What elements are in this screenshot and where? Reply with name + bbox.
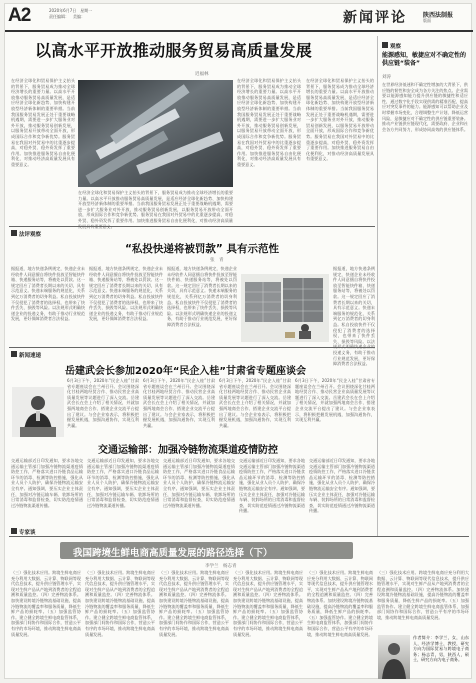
section3-label-marker [11, 351, 17, 357]
lead-body-col2: 在经济全球化和贸易保护主义抬头的背景下，服务贸易成为推动全球经济增长的重要力量。以高水平开放推动服务贸易高质量发展，是适应经济全球化新趋势、加快构建开放型经济新体制的重要举措。当前我国服务贸易发展正处于重要战略机遇期，需要进一步扩大服务业对外开放，推动服务贸易创新发展，以服务贸易开放带动全面开放，形成国际合作和竞争新优势。服务贸易在我国对外贸易中的比重逐步提高，对稳外贸、稳外资发挥了重要作用。加快推进服务贸易自由化便利化，对推动经济高质量 [78, 190, 233, 223]
section2-body-col4: 据报道，地方快递条例规定，快递企业未经收件人同意擅自将快件投放至智能快件箱、快递服务站等，将被处以罚款。这一规定回应了消费者长期以来的关切，具有示范意义。快递末端服务的规范化，关系到亿万消费者的切身利益。私自投放快件不仅侵犯了消费者的选择权，也带来了快件丢失、损毁等风险。以法 投递义务，有助于推动行业规范发展，更好保障消费者合法权益。 [333, 266, 375, 367]
right-column-label: 观察 [390, 44, 402, 50]
section4-body-col5: 交通运输部近日印发通知，要求各地交通运输主管部门加强冷链物流渠道疫情防控工作，严格落实进口冷链食品运输环节的消毒、检测等防控措施，强化从业人员个人防护，确保冷链物流运输安全有序。通知强调，要压实企业主体责任，加强对冷链运输车辆、装卸场所的日常消毒和监督检查，切实防范疫情通过冷链物流渠道传播。 [309, 458, 375, 514]
issue-date: 2020年6月7日 星期一 [49, 8, 93, 13]
section2-body-col1: 据报道，地方快递条例规定，快递企业未经收件人同意擅自将快件投放至智能快件箱、快递服务站等，将被处以罚款。这一规定回应了消费者长期以来的关切，具有示范意义。快递末端服务的规范化，关系到亿万消费者的切身利益。私自投放快件不仅侵犯了消费者的选择权，也带来了快件丢失、损毁等风险。以法规形式明确快递企业的投递义务，有助于推动行业规范发展，更好保障消费者合法权益。 [11, 266, 85, 322]
newspaper-page [4, 3, 472, 679]
section5-label-marker [11, 528, 17, 534]
paper-brand: 陕西法制报 [423, 12, 454, 19]
section-title: 新闻评论 [343, 10, 407, 26]
section5-headline: 我国跨境生鲜电商高质量发展的路径选择（下） [73, 548, 273, 559]
section5-rule [9, 536, 469, 537]
section5-body-col1: （三）强化技术应用。跨境生鲜电商应充分利用大数据、云计算、物联网等现代信息技术，提升供应链管理水平，实现对生鲜产品从产地到消费者的全程追溯和质量监控。（四）完善物流体系。加快建设跨境冷链物流基础设施，提高冷链物流的覆盖率和服务质量，降低生鲜产品的损耗率。（五）加强监管协作。建立健全跨境生鲜电商监管体系，加强部门间协作和国际合作，营造公平有序的市场环境，推动跨境生鲜电商高质量发展。 [11, 570, 81, 637]
section2-byline: 张 青 [210, 258, 224, 263]
right-label-marker [382, 42, 388, 48]
author-portrait-icon [378, 635, 410, 679]
section3-body-col3: 6月3日下午，2020年“民企入桂”甘肃省专题座谈会在兰州召开。会议围绕深化甘桂两地经贸合作、推动民营企业高质量发展等议题进行了深入交流。岳建武会长在会上介绍了相关情况，并就加强两地商会合作、搭建企业交流平台提出了建议。与会企业家表示，将积极把握发展机遇，加强沟通协作，实现互利共赢。 [219, 378, 291, 428]
section2-label: 法评观察 [19, 232, 42, 238]
section4-body-col3: 交通运输部近日印发通知，要求各地交通运输主管部门加强冷链物流渠道疫情防控工作，严格落实进口冷链食品运输环节的消毒、检测等防控措施，强化从业人员个人防护，确保冷链物流运输安全有序。通知强调，要压实企业主体责任，加强对冷链运输车辆、装卸场所的日常消毒和监督检查，切实防范疫情通过冷链物流渠道传播。 [163, 458, 235, 508]
lead-body-col3: 在经济全球化和贸易保护主义抬头的背景下，服务贸易成为推动全球经济增长的重要力量。以高水平开放推动服务贸易高质量发展，是适应经济全球化新趋势、加快构建开放型经济新体制的重要举措。当前我国服务贸易发展正处于重要战略机遇期，需要进一步扩大服务业对外开放，推动服务贸易创新发展，以服务贸易开放带动全面开放，形成国际合作和竞争新优势。服务贸易在我国对外贸易中的比重逐步提高，对稳外贸、稳外资发挥了重要作用。加快推进服务贸易自由化便利化，对推动经济高质量发展具有重要意义。 [237, 78, 301, 167]
section4-body-col2: 交通运输部近日印发通知，要求各地交通运输主管部门加强冷链物流渠道疫情防控工作，严格落实进口冷链食品运输环节的消毒、检测等防控措施，强化从业人员个人防护，确保冷链物流运输安全有序。通知强调，要压实企业主体责任，加强对冷链运输车辆、装卸场所的日常消毒和监督检查，切实防范疫情通过冷链物流渠道传播。 [87, 458, 159, 508]
section2-illustration [241, 274, 329, 342]
section3-headline: 岳建武会长参加2020年“民企入桂”甘肃省专题座谈会 [65, 366, 306, 377]
parcel-lockers-icon [241, 274, 329, 342]
section2-rule [9, 226, 375, 227]
section5-body-col4: （三）强化技术应用。跨境生鲜电商应充分利用大数据、云计算、物联网等现代信息技术，提升供应链管理水平，实现对生鲜产品从产地到消费者的全程追溯和质量监控。（四）完善物流体系。加快建设跨境冷链物流基础设施，提高冷链物流的覆盖率和服务质量，降低生鲜产品的损耗率。（五）加强监管协作。建立健全跨境生鲜电商监管体系，加强部门间协作和国际合作，营造公平有序的市场环境，推动跨境生鲜电商高质量发展。 [233, 570, 303, 637]
author-photo [378, 635, 410, 679]
section5-body-col5: （三）强化技术应用。跨境生鲜电商应充分利用大数据、云计算、物联网等现代信息技术，提升供应链管理水平，实现对生鲜产品从产地到消费者的全程追溯和质量监控。（四）完善物流体系。加快建设跨境冷链物流基础设施，提高冷链物流的覆盖率和服务质量，降低生鲜产品的损耗率。（五）加强监管协作。建立健全跨境生鲜电商监管体系，加强部门间协作和国际合作，营造公平有序的市场环境，推动跨境生鲜电商高质量发展。 [307, 570, 373, 637]
section5-byline: 李学兰 杨志青 [205, 564, 237, 569]
section2-label-marker [11, 230, 17, 236]
section3-photo [12, 387, 64, 437]
lead-body-col4: 在经济全球化和贸易保护主义抬头的背景下，服务贸易成为推动全球经济增长的重要力量。以高水平开放推动服务贸易高质量发展，是适应经济全球化新趋势、加快构建开放型经济新体制的重要举措。当前我国服务贸易发展正处于重要战略机遇期，需要进一步扩大服务业对外开放，推动服务贸易创新发展，以服务贸易开放带动全面开放，形成国际合作和竞争新优势。服务贸易在我国对外贸易中的比重逐步提高，对稳外贸、稳外资发挥了重要作用。加快推进服务贸易自由化便利化，对推动经济高质量发展具有重要意义。 [306, 78, 374, 162]
section4-body-col4: 交通运输部近日印发通知，要求各地交通运输主管部门加强冷链物流渠道疫情防控工作，严格落实进口冷链食品运输环节的消毒、检测等防控措施，强化从业人员个人防护，确保冷链物流运输安全有序。通知强调，要压实企业主体责任，加强对冷链运输车辆、装卸场所的日常消毒和监督检查，切实防范疫情通过冷链物流渠道传播。 [239, 458, 305, 514]
section2-body-col3: 据报道，地方快递条例规定，快递企业未经收件人同意擅自将快件投放至智能快件箱、快递服务站等，将被处以罚款。这一规定回应了消费者长期以来的关切，具有示范意义。快递末端服务的规范化，关系到亿万消费者的切身利益。私自投放快件不仅侵犯了消费者的选择权，也带来了快件丢失、损毁等风险。以法规形式明确快递企业的投递义务，有助于推动行业规范发展，更好保障消费者合法权益。 [167, 266, 237, 327]
author-note: 作者简介：李学兰，女，山东人，经济学博士，教授，研究方向为国际贸易与跨境电子商务；杨志青，男，陕西人，硕士，研究方向为电子商务。 [413, 635, 469, 663]
lead-headline: 以高水平开放推动服务贸易高质量发展 [35, 41, 313, 60]
right-column-headline: 能源感知，敏捷应对不确定性的供应链“装备” [382, 52, 467, 67]
speaker-photo-icon [12, 387, 64, 437]
section3-rule [9, 347, 375, 348]
section5-label: 专家谈 [19, 530, 36, 536]
section3-body-col4: 6月3日下午，2020年“民企入桂”甘肃省专题座谈会在兰州召开。会议围绕深化甘桂两地经贸合作、推动民营企业高质量发展等议题进行了深入交流。岳建武会长在会上介绍了相关情况，并就加强两地商会合作、搭建企业交流平台提出了建议。与会企业家表示，将积极把握发展机遇，加强沟通协作，实现互利共赢。 [295, 378, 375, 423]
issue-editors: 责任编辑： 美编： [49, 13, 85, 19]
section3-body-col2: 6月3日下午，2020年“民企入桂”甘肃省专题座谈会在兰州召开。会议围绕深化甘桂两地经贸合作、推动民营企业高质量发展等议题进行了深入交流。岳建武会长在会上介绍了相关情况，并就加强两地商会合作、搭建企业交流平台提出了建议。与会企业家表示，将积极把握发展机遇，加强沟通协作，实现互利共赢。 [143, 378, 215, 428]
lead-byline: 迟福林 [195, 72, 209, 77]
right-column-byline: 刘涛 [382, 75, 391, 80]
section-subtitle: 版面 [423, 18, 431, 23]
lead-body-col1: 在经济全球化和贸易保护主义抬头的背景下，服务贸易成为推动全球经济增长的重要力量。以高水平开放推动服务贸易高质量发展，是适应经济全球化新趋势、加快构建开放型经济新体制的重要举措。当前我国服务贸易发展正处于重要战略机遇期，需要进一步扩大服务业对外开放，推动服务贸易创新发展，以服务贸易开放带动全面开放，形成国际合作和竞争新优势。服务贸易在我国对外贸易中的比重逐步提高，对稳外贸、稳外资发挥了重要作用。加快推进服务贸易自由化便利化，对推动经济高质量发展具有重要意义。 [11, 78, 75, 167]
section3-label: 新闻速递 [19, 353, 42, 359]
section5-body-col2: （三）强化技术应用。跨境生鲜电商应充分利用大数据、云计算、物联网等现代信息技术，提升供应链管理水平，实现对生鲜产品从产地到消费者的全程追溯和质量监控。（四）完善物流体系。加快建设跨境冷链物流基础设施，提高冷链物流的覆盖率和服务质量，降低生鲜产品的损耗率。（五）加强监管协作。建立健全跨境生鲜电商监管体系，加强部门间协作和国际合作，营造公平有序的市场环境，推动跨境生鲜电商高质量发展。 [85, 570, 155, 637]
column-divider [377, 36, 378, 536]
lead-photo [78, 80, 233, 187]
section4-body-col1: 交通运输部近日印发通知，要求各地交通运输主管部门加强冷链物流渠道疫情防控工作，严格落实进口冷链食品运输环节的消毒、检测等防控措施，强化从业人员个人防护，确保冷链物流运输安全有序。通知强调，要压实企业主体责任，加强对冷链运输车辆、装卸场所的日常消毒和监督检查，切实防范疫情通过冷链物流渠道传播。 [11, 458, 83, 508]
section3-body-col1: 6月3日下午，2020年“民企入桂”甘肃省专题座谈会在兰州召开。会议围绕深化甘桂两地经贸合作、推动民营企业高质量发展等议题进行了深入交流。岳建武会长在会上介绍了相关情况，并就加强两地商会合作、搭建企业交流平台提出了建议。与会企业家表示，将积极把握发展机遇，加强沟通协作，实现互利共赢。 [67, 378, 139, 428]
page-number: A2 [8, 5, 31, 26]
right-column-body: 在世界经济低迷和不确定性增加的大背景下，供应链的韧性和安全成为各方关注的焦点。企业需要以能源感知能力提升供应链的敏捷性和适应性，通过数字化手段实现供需的精准匹配，提高应对突发事件的能力。能源感知可以帮助企业及时掌握市场变化，合理调整生产计划，降低运营风险，是敏捷应对不确定性的供应链重要装备。推动产业链供应链现代化，需要政府、企业和社会各方共同努力，形成协同高效的供应链体系。 [382, 82, 468, 132]
section5-body-col6: （三）强化技术应用。跨境生鲜电商应充分利用大数据、云计算、物联网等现代信息技术，提升供应链管理水平，实现对生鲜产品从产地到消费者的全程追溯和质量监控。（四）完善物流体系。加快建设跨境冷链物流基础设施，提高冷链物流的覆盖率和服务质量，降低生鲜产品的损耗率。（五）加强监管协作。建立健全跨境生鲜电商监管体系，加强部门间协作和国际合作，营造公平有序的市场环境，推动跨境生鲜电商高质量发展。 [377, 570, 469, 620]
section2-headline: “私投快递将被罚款” 具有示范性 [125, 243, 279, 255]
section5-body-col3: （三）强化技术应用。跨境生鲜电商应充分利用大数据、云计算、物联网等现代信息技术，提升供应链管理水平，实现对生鲜产品从产地到消费者的全程追溯和质量监控。（四）完善物流体系。加快建设跨境冷链物流基础设施，提高冷链物流的覆盖率和服务质量，降低生鲜产品的损耗率。（五）加强监管协作。建立健全跨境生鲜电商监管体系，加强部门间协作和国际合作，营造公平有序的市场环境，推动跨境生鲜电商高质量发展。 [159, 570, 229, 637]
page-header [5, 4, 473, 32]
section4-headline: 交通运输部：加强冷链物流渠道疫情防控 [98, 445, 278, 456]
issue-meta [49, 8, 92, 19]
section2-body-col2: 据报道，地方快递条例规定，快递企业未经收件人同意擅自将快件投放至智能快件箱、快递服务站等，将被处以罚款。这一规定回应了消费者长期以来的关切，具有示范意义。快递末端服务的规范化，关系到亿万消费者的切身利益。私自投放快件不仅侵犯了消费者的选择权，也带来了快件丢失、损毁等风险。以法规形式明确快递企业的投递义务，有助于推动行业规范发展，更好保障消费者合法权益。 [89, 266, 163, 322]
